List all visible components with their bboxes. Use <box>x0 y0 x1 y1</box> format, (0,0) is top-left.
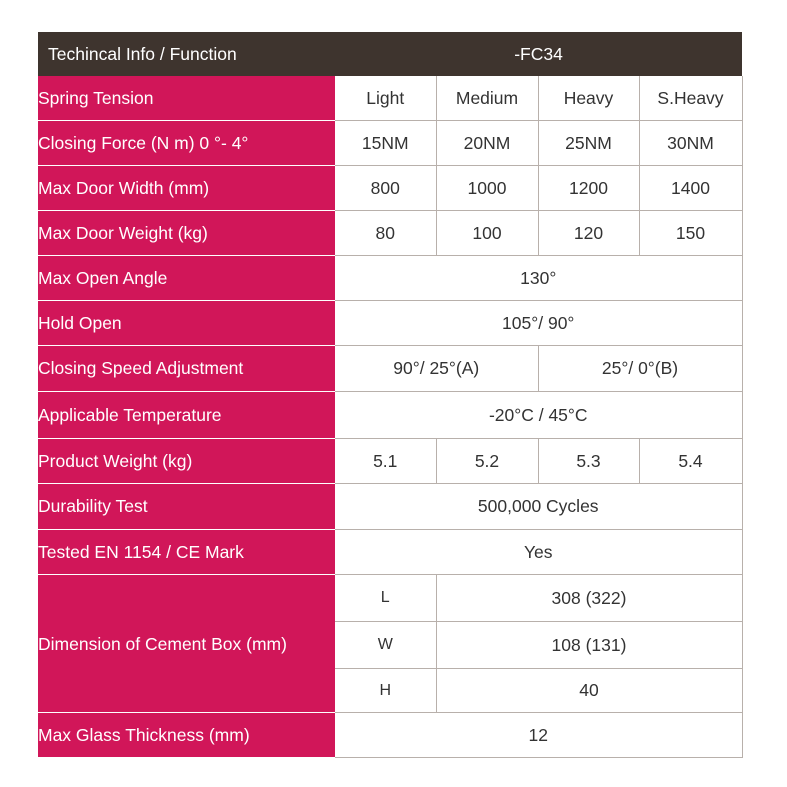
row-spring-tension <box>38 76 742 121</box>
cell-value: 130° <box>335 256 742 301</box>
cell-value: 5.3 <box>538 439 639 484</box>
row-cement-box-l <box>38 575 742 622</box>
cell-value: 80 <box>335 211 436 256</box>
header-row <box>38 32 742 76</box>
row-label: Max Door Width (mm) <box>38 166 335 211</box>
cell-value: 30NM <box>639 121 742 166</box>
row-label: Max Door Weight (kg) <box>38 211 335 256</box>
dim-key: H <box>335 669 436 713</box>
row-label: Hold Open <box>38 301 335 346</box>
cell-value: 40 <box>436 669 742 713</box>
cell-value: 90°/ 25°(A) <box>335 346 538 392</box>
cell-value: 1000 <box>436 166 538 211</box>
cell-value: 150 <box>639 211 742 256</box>
cell-value: 25°/ 0°(B) <box>538 346 742 392</box>
cell-value: 15NM <box>335 121 436 166</box>
cell-value: 25NM <box>538 121 639 166</box>
row-max-door-weight <box>38 211 742 256</box>
row-closing-speed <box>38 346 742 392</box>
row-durability-test <box>38 484 742 530</box>
row-max-door-width <box>38 166 742 211</box>
cell-value: S.Heavy <box>639 76 742 121</box>
cell-value: 12 <box>335 713 742 758</box>
dim-key: W <box>335 622 436 669</box>
row-label: Durability Test <box>38 484 335 530</box>
cell-value: -20°C / 45°C <box>335 392 742 439</box>
cell-value: 1200 <box>538 166 639 211</box>
row-label: Dimension of Cement Box (mm) <box>38 575 335 713</box>
row-label: Max Glass Thickness (mm) <box>38 713 335 758</box>
cell-value: 500,000 Cycles <box>335 484 742 530</box>
row-label: Closing Force (N m) 0 °- 4° <box>38 121 335 166</box>
cell-value: 1400 <box>639 166 742 211</box>
spec-table <box>38 32 743 758</box>
cell-value: Light <box>335 76 436 121</box>
cell-value: 108 (131) <box>436 622 742 669</box>
header-label: Techincal Info / Function <box>38 32 335 76</box>
row-max-open-angle <box>38 256 742 301</box>
row-label: Max Open Angle <box>38 256 335 301</box>
cell-value: Yes <box>335 530 742 575</box>
row-label: Product Weight (kg) <box>38 439 335 484</box>
cell-value: Medium <box>436 76 538 121</box>
dim-key: L <box>335 575 436 622</box>
row-label: Applicable Temperature <box>38 392 335 439</box>
cell-value: 120 <box>538 211 639 256</box>
cell-value: 20NM <box>436 121 538 166</box>
cell-value: 105°/ 90° <box>335 301 742 346</box>
cell-value: 5.2 <box>436 439 538 484</box>
row-applicable-temperature <box>38 392 742 439</box>
cell-value: Heavy <box>538 76 639 121</box>
cell-value: 5.4 <box>639 439 742 484</box>
cell-value: 308 (322) <box>436 575 742 622</box>
row-product-weight <box>38 439 742 484</box>
row-label: Spring Tension <box>38 76 335 121</box>
row-tested-en <box>38 530 742 575</box>
row-closing-force <box>38 121 742 166</box>
cell-value: 100 <box>436 211 538 256</box>
cell-value: 5.1 <box>335 439 436 484</box>
header-model: -FC34 <box>335 32 742 76</box>
row-label: Closing Speed Adjustment <box>38 346 335 392</box>
cell-value: 800 <box>335 166 436 211</box>
row-label: Tested EN 1154 / CE Mark <box>38 530 335 575</box>
row-hold-open <box>38 301 742 346</box>
row-max-glass <box>38 713 742 758</box>
